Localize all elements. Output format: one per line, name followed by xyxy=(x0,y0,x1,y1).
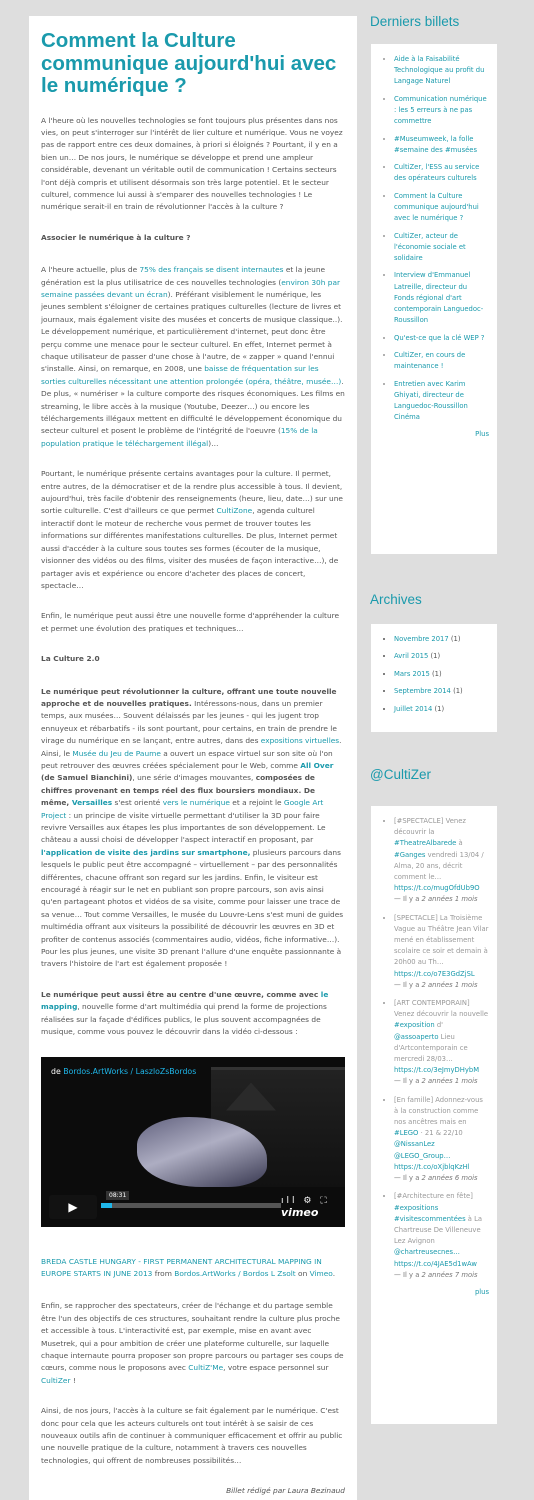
tweet-text: [#SPECTACLE] Venez découvrir la xyxy=(394,817,466,837)
tweet-mention-link[interactable]: @chartreusecnes… xyxy=(394,1248,460,1257)
link-75-percent[interactable]: 75% des français se disent internautes xyxy=(139,265,284,275)
tweet-time-value: 2 années 1 mois xyxy=(421,1077,478,1086)
recent-post-item xyxy=(394,54,489,88)
text: Enfin, se rapprocher des spectateurs, créer de l'échange et du partage semble être l'un des objectifs de ces structures, souhaitant rendre la culture plus proche et accessible à tous. L'interactivité est, par exemple, mise en avant avec Musetrek, qui a pour ambition de créer une plateforme culturelle, sur laquelle chaque internaute pourra proposer son propre parcours ou partager ses coups de cœurs, comme nous le proposons avec xyxy=(41,1301,344,1373)
link-30h[interactable]: environ 30h par semaine passées devant un écran xyxy=(41,277,341,299)
twitter-more-wrap xyxy=(381,1288,489,1296)
recent-post-item xyxy=(394,379,489,424)
archive-item xyxy=(394,669,489,680)
text: on xyxy=(295,1268,310,1278)
text: , agenda culturel interactif dont le moteur de recherche vous permet de trouver toutes les informations sur différentes manifestations culturelles. De plus, Internet permet aussi d'accéder à la culture sous toutes ses formes (écouter de la musique, visionner des vidéos ou des films, visiter des musées de façon interactive…), de partager avis et expérience ou encore d'acheter des places de concert, spectacle… xyxy=(41,506,339,590)
recent-posts-title: Derniers billets xyxy=(370,14,460,29)
video-progress-fill xyxy=(101,1203,112,1208)
archive-count: (1) xyxy=(432,669,442,678)
paragraph-7: Ainsi, de nos jours, l'accès à la culture se fait également par le numérique. C'est donc pour cela que les acteurs culturels ont tout intérêt à se saisir de ces nouveaux outils afin de continuer à communiquer efficacement et offrir au public une nouvelle pratique de la culture, notamment à travers ces nouvelles technologies, qui offrent de nombreuses possibilités… xyxy=(41,1406,343,1465)
recent-post-item xyxy=(394,162,489,184)
archive-item xyxy=(394,686,489,697)
tweet-hashtag-link[interactable]: #LEGO xyxy=(394,1129,419,1138)
text: . De plus, « numériser » la culture comporte des risques économiques. Les films en streaming, le libre accès à la musique (Youtube, Deezer…) ou encore les téléchargements illégaux mettent en difficulté le développement économique du secteur culturel et posent le problème de l'intégrité de l'oeuvre ( xyxy=(41,376,345,436)
link-google-art-project[interactable]: Google Art Project xyxy=(41,798,324,820)
recent-post-item xyxy=(394,270,489,326)
tweet-time xyxy=(394,1174,478,1182)
archive-link[interactable]: Novembre 2017 xyxy=(394,635,449,643)
text: . Ainsi, le xyxy=(41,736,342,758)
tweet-text: vendredi 13/04 / Alma, 20 ans, décrit comment le… xyxy=(394,850,484,882)
text: et a rejoint le xyxy=(229,798,284,808)
tweet-text: Lieu d'Artcontemporain ce mercredi 28/03… xyxy=(394,1032,468,1064)
text: et la jeune génération est la plus utilisatrice de ces nouvelles technologies ( xyxy=(41,265,326,287)
tweet-time-prefix: — Il y a xyxy=(394,1077,422,1086)
link-versailles[interactable]: Versailles xyxy=(71,798,113,808)
tweet-item xyxy=(394,913,489,991)
tweet-time xyxy=(394,1271,478,1279)
tweet-time-value: 2 années 6 mois xyxy=(421,1174,478,1183)
recent-post-item xyxy=(394,134,489,156)
link-cultizme[interactable]: CultiZ'Me xyxy=(188,1363,224,1373)
recent-more-wrap xyxy=(381,430,489,438)
tweet-item xyxy=(394,1191,489,1281)
fullscreen-icon[interactable]: ⛶ xyxy=(320,1195,330,1206)
tweet-time xyxy=(394,895,478,903)
link-cultizer[interactable]: CultiZer xyxy=(41,1375,71,1385)
recent-posts-box xyxy=(371,44,497,554)
tweet-text: [En famille] Adonnez-vous à la construction comme nos ancêtres mais en xyxy=(394,1095,483,1127)
play-button[interactable] xyxy=(49,1195,97,1219)
text: plusieurs parcours dans lesquels le public peut être accompagné – virtuellement – par des personnalités différentes, chacune offrant son regard sur les jardins. Enfin, le visiteur est encouragé à réagir sur le net en publiant son propre parcours, son avis ainsi qu'en partageant photos et vidéos de sa visite, comme pour laisser une trace de sa venue… Tout comme Versailles, le musée du Louvre-Lens s'est muni de guides multimédia offrant aux visiteurs la possibilité de découvrir les œuvres en 3D et profiter de contenus associés (commentaires audio, vidéos, fiche informative…). Pour les plus jeunes, une visite 3D prenant l'allure d'une enquête passionnante à travers l'histoire de l'art est également proposée ! xyxy=(41,847,344,969)
archive-count: (1) xyxy=(434,704,445,713)
recent-posts-list xyxy=(381,54,489,423)
archive-count: (1) xyxy=(450,635,461,643)
video-controls xyxy=(281,1195,345,1219)
recent-post-link[interactable]: Comment la Culture communique aujourd'hui avec le numérique ? xyxy=(394,191,479,223)
recent-post-link[interactable]: Qu'est-ce que la clé WEP ? xyxy=(394,333,485,342)
tweet-time xyxy=(394,981,478,989)
recent-post-item xyxy=(394,94,489,128)
volume-icon[interactable]: ıll xyxy=(281,1195,298,1206)
link-mapping[interactable]: le mapping xyxy=(41,989,329,1012)
subheading-associer: Associer le numérique à la culture ? xyxy=(41,232,191,242)
video-duration: 08:31 xyxy=(106,1191,129,1200)
bold-text: Le numérique peut révolutionner la culture, offrant une toute nouvelle approche et de nouvelles pratiques. xyxy=(41,686,337,708)
subheading-culture-2-0: La Culture 2.0 xyxy=(41,654,100,664)
link-application-jardins[interactable]: l'application de visite des jardins sur smartphone, xyxy=(41,847,251,857)
text: ! xyxy=(70,1375,76,1385)
paragraph-2 xyxy=(41,468,345,592)
text: de xyxy=(51,1066,64,1076)
paragraph-3: Enfin, le numérique peut aussi être une nouvelle forme d'appréhender la culture et permet une évolution des pratiques et techniques… xyxy=(41,611,340,633)
text: s'est orienté xyxy=(112,798,163,808)
video-byline xyxy=(51,1067,196,1076)
recent-post-item xyxy=(394,350,489,372)
text: : un principe de visite virtuelle permettant d'utiliser la 3D pour faire revivre Versailles aux étapes les plus importantes de son développement. Le château a aussi choisi de développer l'aspect interactif en proposant, par xyxy=(41,810,326,845)
tweet-hashtag-link[interactable]: #exposition xyxy=(394,1021,435,1030)
tweet-item xyxy=(394,1095,489,1185)
recent-post-link[interactable]: CultiZer, acteur de l'économie sociale et solidaire xyxy=(394,231,466,262)
tweet-item xyxy=(394,816,489,906)
tweet-time-prefix: — Il y a xyxy=(394,1174,422,1183)
archive-link[interactable]: Juillet 2014 xyxy=(394,704,433,713)
tweet-url-link[interactable]: https://t.co/mugOfdUb9O xyxy=(394,884,480,893)
recent-more-link[interactable]: Plus xyxy=(475,429,489,438)
tweet-text: [#Architecture en fête] xyxy=(394,1192,473,1201)
bold-text: Le numérique peut aussi être au centre d'une œuvre, comme avec xyxy=(41,989,321,999)
bold-text: composées de chiffres provenant en temps réel des flux boursiers mondiaux. De même, xyxy=(41,773,315,808)
recent-post-link[interactable]: Communication numérique : les 5 erreurs à ne pas commettre xyxy=(394,94,487,126)
link-jeu-de-paume[interactable]: Musée du Jeu de Paume xyxy=(72,748,161,758)
tweet-url-link[interactable]: https://t.co/o7E3GdZjSL xyxy=(394,969,475,978)
tweet-time-value: 2 années 1 mois xyxy=(421,980,478,989)
recent-post-link[interactable]: #Museumweek, la folle #semaine des #musées xyxy=(394,134,478,154)
recent-post-link[interactable]: CultiZer, l'ESS au service des opérateurs culturels xyxy=(394,163,480,183)
tweet-time-value: 2 années 1 mois xyxy=(421,895,478,904)
archive-count: (1) xyxy=(453,687,463,696)
recent-post-link[interactable]: Interview d'Emmanuel Latreille, directeur du Fonds régional d'art contemporain Languedoc-Roussillon xyxy=(394,271,484,325)
tweet-item xyxy=(394,998,489,1088)
archives-title: Archives xyxy=(370,592,422,607)
archive-link[interactable]: Avril 2015 xyxy=(394,652,429,661)
bold-text: (de Samuel Bianchini) xyxy=(41,773,133,783)
link-baisse-frequentation[interactable]: baisse de fréquentation sur les sorties culturelles nécessitant une attention prolongée (opéra, théâtre, musée…) xyxy=(41,364,342,386)
tweet-time-prefix: — Il y a xyxy=(394,895,422,904)
tweet-text: d' xyxy=(434,1021,444,1030)
link-cultizone[interactable]: CultiZone xyxy=(216,506,253,516)
paragraph-1 xyxy=(41,264,345,450)
video-progress-bar[interactable] xyxy=(101,1203,281,1208)
recent-post-item xyxy=(394,231,489,265)
text: , nouvelle forme d'art multimédia qui prend la forme de projections réalisées sur la façade d'édifices publics, le plus souvent accompagnées de musique, comme vous pouvez le découvrir dans la vidéo ci-dessous : xyxy=(41,1002,327,1037)
video-author-link[interactable]: Bordos.ArtWorks / LaszloZsBordos xyxy=(63,1066,197,1076)
link-15-percent[interactable]: 15% de la population pratique le téléchargement illégal xyxy=(41,426,318,448)
tweet-time xyxy=(394,1077,478,1085)
play-icon: ▶ xyxy=(68,1199,78,1214)
text: Pourtant, le numérique présente certains avantages pour la culture. Il permet, entre autres, de la démocratiser et de la rendre plus accessible à tous. Il devient, aujourd'hui, très facile d'obtenir des renseignements (heure, lieu, date…) sur une sortie culturelle. C'est d'ailleurs ce que permet xyxy=(41,469,343,516)
archive-item xyxy=(394,634,489,645)
link-expositions-virtuelles[interactable]: expositions virtuelles xyxy=(260,736,340,746)
text: , une série d'images mouvantes, xyxy=(132,773,256,783)
twitter-box xyxy=(371,806,497,1424)
link-video-author[interactable]: Bordos.ArtWorks / Bordos L Zsolt xyxy=(174,1268,296,1278)
tweet-time-prefix: — Il y a xyxy=(394,1270,422,1279)
archive-link[interactable]: Mars 2015 xyxy=(394,669,430,678)
tweet-mention-link[interactable]: @NissanLez @LEGO_Group… xyxy=(394,1140,451,1160)
tweet-url-link[interactable]: https://t.co/4JAE5d1wAw xyxy=(394,1259,477,1268)
tweet-hashtag-link[interactable]: #expositions #visitescommentées xyxy=(394,1203,466,1223)
tweet-url-link[interactable]: https://t.co/3eJmyDHybM xyxy=(394,1066,480,1075)
tweet-list xyxy=(381,816,489,1281)
twitter-more-link[interactable]: plus xyxy=(474,1287,489,1296)
video-caption xyxy=(41,1256,345,1281)
tweet-text: · 21 & 22/10 xyxy=(418,1129,463,1138)
text: )… xyxy=(208,438,219,448)
archive-item xyxy=(394,651,489,662)
tweet-time-prefix: — Il y a xyxy=(394,980,422,989)
text: Intéressons-nous, dans un premier temps, aux musées… Souvent délaissés par les jeunes - qui les jugent trop ennuyeux et rébarbatifs - ils sont pourtant, pour certains, en train de prendre le virage du numérique en se lançant, entre autres, dans des xyxy=(41,698,337,746)
archives-box xyxy=(371,624,497,732)
recent-post-link[interactable]: Aide à la Faisabilité Technologique au profit du Langage Naturel xyxy=(394,55,485,86)
tweet-text: [ART CONTEMPORAIN] Venez découvrir la nouvelle xyxy=(394,999,489,1019)
recent-post-link[interactable]: CultiZer, en cours de maintenance ! xyxy=(394,350,466,371)
tweet-url-link[interactable]: https://t.co/oXjblqKzHl xyxy=(394,1162,470,1171)
recent-post-item xyxy=(394,191,489,225)
recent-post-item xyxy=(394,333,489,344)
text: a ouvert un espace virtuel sur son site où l'on peut retrouver des œuvres créées spécialement pour le Web, comme xyxy=(41,748,333,770)
link-vimeo[interactable]: Vimeo xyxy=(309,1268,333,1278)
settings-icon[interactable]: ⚙ xyxy=(303,1195,315,1206)
recent-post-link[interactable]: Entretien avec Karim Ghiyati, directeur de Languedoc-Roussillon Cinéma xyxy=(394,379,468,422)
video-player[interactable] xyxy=(41,1057,345,1227)
text: , votre espace personnel sur xyxy=(223,1363,329,1373)
post-intro: A l'heure où les nouvelles technologies se font toujours plus présentes dans nos vies, on peut s'interroger sur l'intérêt de lier culture et numérique. Vous ne voyez pas de rapport entre ces deux domaines, à priori si éloignés ? Pourtant, il y en a bien un… De nos jours, le numérique se développe et prend une ampleur considérable, devenant un véritable outil de communication ! Certains secteurs l'ont déjà compris et utilisent désormais son très large potentiel. Et le secteur culturel, commence lui aussi à s'emparer des nouvelles technologies ! Le numérique serait-il en train de révolutionner l'accès à la culture ? xyxy=(41,115,343,212)
text: A l'heure actuelle, plus de xyxy=(41,265,140,275)
post-title: Comment la Culture communique aujourd'hui avec le numérique ? xyxy=(41,29,337,97)
text: ). Préférant visiblement le numérique, les jeunes semblent s'éloigner de certaines pratiques culturelles (lecture de livres et journaux, mais également visite des musées et concerts de musique classique..). Le développement numérique, et particulièrement d'internet, peut donc être perçu comme une menace pour le secteur culturel. En effet, Internet permet à chaque utilisateur de passer d'une chose à l'autre, de « zapper » quand l'ennui s'installe. Ainsi, on remarque, en 2008, une xyxy=(41,289,343,374)
tweet-text: à xyxy=(456,839,463,848)
tweet-mention-link[interactable]: @assoaperto xyxy=(394,1032,439,1041)
twitter-title: @CultiZer xyxy=(370,767,431,782)
blog-post xyxy=(29,16,357,1500)
paragraph-4 xyxy=(41,686,345,971)
tweet-mention-link[interactable]: #Ganges xyxy=(394,850,426,859)
archive-link[interactable]: Septembre 2014 xyxy=(394,687,451,696)
link-video-title[interactable]: BREDA CASTLE HUNGARY - FIRST PERMANENT ARCHITECTURAL MAPPING IN EUROPE STARTS IN JUNE 2013 xyxy=(41,1256,322,1278)
archive-item xyxy=(394,704,489,715)
link-all-over[interactable]: All Over xyxy=(300,760,334,770)
vimeo-logo[interactable]: vimeo xyxy=(281,1205,319,1219)
post-credit: Billet rédigé par Laura Bezinaud xyxy=(226,1486,345,1496)
tweet-hashtag-link[interactable]: #TheatreAlbarede xyxy=(394,839,457,848)
archive-count: (1) xyxy=(430,652,441,661)
tweet-time-value: 2 années 7 mois xyxy=(421,1270,478,1279)
link-vers-le-numerique[interactable]: vers le numérique xyxy=(162,798,230,808)
paragraph-6 xyxy=(41,1300,345,1387)
tweet-text: [SPECTACLE] La Troisième Vague au Théâtre Jean Vilar mené en établissement scolaire ce soir et demain à 20h00 au Th… xyxy=(394,913,489,967)
text: . xyxy=(332,1268,336,1278)
text: from xyxy=(152,1268,175,1278)
paragraph-5 xyxy=(41,989,345,1039)
archives-list xyxy=(381,634,489,715)
tweet-text: à La Chartreuse De Villeneuve Lez Avignon xyxy=(394,1214,483,1246)
